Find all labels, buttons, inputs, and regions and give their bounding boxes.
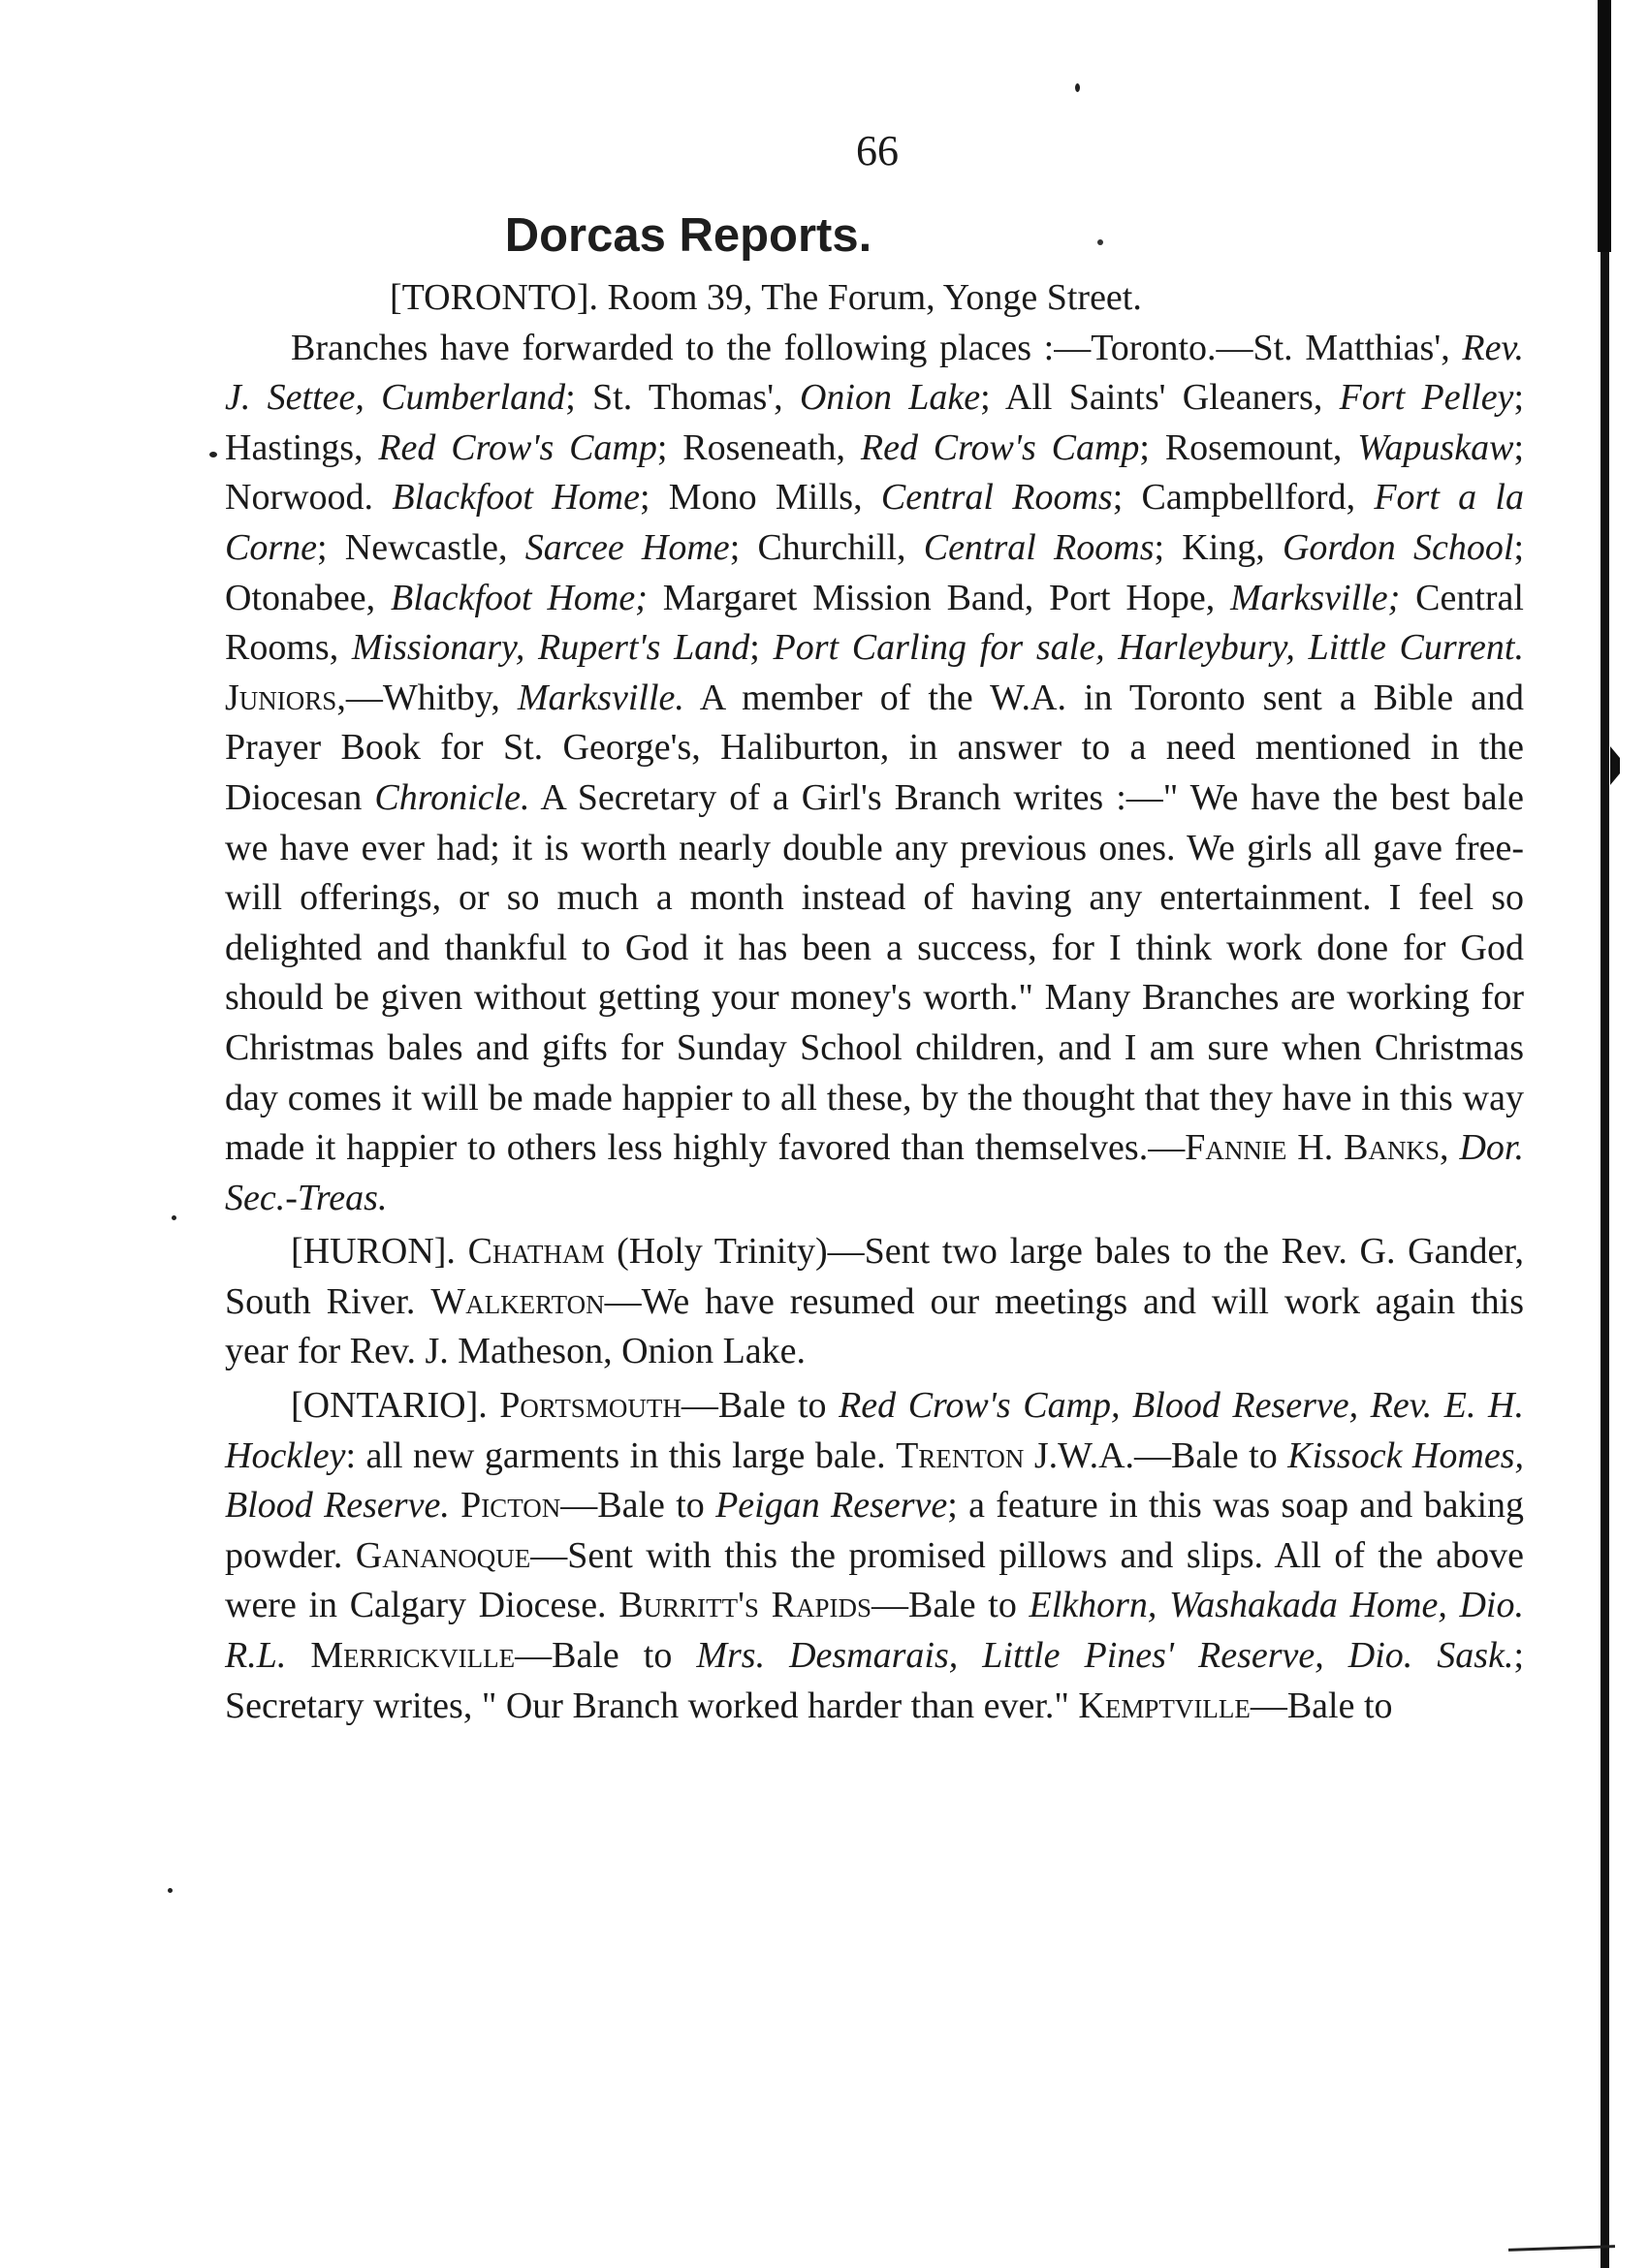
text-run: ; Churchill, [729,526,924,568]
page-title: Dorcas Reports. [504,209,872,262]
text-run: ; King, [1154,526,1283,568]
text-run: , [1440,1127,1460,1169]
text-run: ; Newcastle, [317,526,525,568]
text-run: —We have resumed our meetings and will work again this year for Rev. J. Matheson, Onion Lake. [225,1280,1524,1372]
branch-name: Burritt's Rapids [618,1585,872,1626]
branch-name: Chatham [467,1231,605,1273]
text-run: A Secretary of a Girl's Branch writes :—" We have the best bale we have ever had; it is worth nearly double any previous ones. We girls all gave free-will offerings, or so much a month instead of having any entertainment. I feel so delighted and thankful to God it has been a success, for I think work done for God should be given without getting your money's worth." Many Branches are working for Christmas bales and gifts for Sunday School children, and I am sure when Christmas day comes it will be made happier to all these, by the thought that they have in this way made it happier to others less highly favored than themselves.— [225,776,1524,1169]
branch-name: Merrickville [310,1635,516,1677]
ink-speck [209,452,217,457]
text-run: —Bale to [1250,1685,1393,1726]
place-name: Blackfoot Home [392,477,640,519]
ink-speck [172,1215,176,1220]
place-name: Sarcee Home [524,526,730,568]
text-run: ; Norwood. [225,426,1524,519]
title-dot [1097,239,1103,245]
text-run: Central Rooms, [225,577,1524,669]
text-run: ; Hastings, [225,377,1524,468]
text-run: ; Roseneath, [656,426,861,468]
branch-name: Picton [460,1485,561,1527]
text-run: ; Mono Mills, [639,477,881,519]
place-name: Kissock Homes, Blood Reserve. [225,1434,1524,1527]
text-run: —Bale to [515,1635,697,1677]
text-run [286,1635,310,1676]
text-run: Margaret Mission Band, Port Hope, [647,577,1231,618]
bottom-corner-rule [1508,2245,1615,2252]
page-edge-bar [1600,0,1609,2268]
place-name: Fort a la Corne [225,477,1524,568]
text-run [450,1485,460,1526]
text-run: —Bale to [681,1385,840,1427]
text-run: J.W.A.—Bale to [1024,1434,1288,1476]
report-body [225,273,1524,1731]
text-run: ; Otonabee, [225,526,1525,618]
branch-name: Kemptville [1078,1685,1251,1726]
page-edge-nick [1610,746,1620,785]
toronto-report-paragraph [225,324,1524,1224]
text-run: (Holy Trinity)—Sent two large bales to the Rev. G. Gander, South River. [225,1231,1524,1322]
text-run: ; [749,627,774,669]
ink-speck [168,1888,173,1893]
text-run: —Sent with this the promised pillows and slips. All of the above were in Calgary Diocese. [225,1534,1524,1626]
branch-name: Trenton [896,1434,1025,1476]
branch-name: Walkerton [430,1280,605,1322]
place-name: Missionary, Rupert's Land [351,627,750,669]
text-run: —Bale to [560,1485,716,1527]
publication-name: Chronicle. [374,776,530,818]
text-run: A member of the W.A. in Toronto sent a Bible and Prayer Book for St. George's, Haliburton, in answer to a need mentioned in the Diocesan [225,677,1524,818]
text-run: ; Rosemount, [1139,426,1358,468]
text-run: : all new garments in this large bale. [345,1434,897,1476]
place-name: Fort Pelley [1339,377,1514,419]
toronto-address [225,273,1524,324]
signatory-title: Dor. Sec.-Treas. [225,1127,1525,1218]
branch-name: Gananoque [355,1534,531,1576]
place-name: Port Carling for sale, Harleybury, Little Current. [773,627,1524,669]
place-name: Marksville. [517,677,684,718]
place-name: Elkhorn, Washakada Home, Dio. R.L. [225,1585,1524,1677]
text-run: ; St. Thomas', [565,377,800,419]
text-run: ; All Saints' Gleaners, [980,377,1340,419]
place-name: Red Crow's Camp, Blood Reserve, Rev. E. H. Hockley [225,1385,1524,1476]
diocese-heading-ontario: [ONTARIO]. [291,1385,500,1427]
place-name: Blackfoot Home; [390,577,648,618]
huron-report-paragraph [225,1227,1524,1377]
place-name: Onion Lake [799,377,981,419]
branch-name: Juniors [225,677,337,718]
branch-name: Portsmouth [499,1385,681,1427]
signatory-name: Fannie H. Banks [1185,1127,1441,1169]
place-name: Central Rooms [880,477,1113,519]
diocese-heading-huron: [HURON]. [291,1231,468,1273]
place-name: Marksville; [1230,577,1401,618]
text-run: —Bale to [871,1585,1030,1626]
diocese-heading-toronto: [TORONTO]. [390,277,598,318]
text-run: ; Secretary writes, " Our Branch worked harder than ever." [225,1635,1525,1726]
place-name: Red Crow's Camp [860,426,1140,468]
text-run: ; a feature in this was soap and baking powder. [225,1485,1525,1576]
ink-speck [1075,83,1080,92]
office-location: Room 39, The Forum, Yonge Street. [607,277,1142,318]
place-name: Red Crow's Camp [378,426,657,468]
place-name: Central Rooms [923,526,1155,568]
text-run: ; Campbellford, [1112,477,1375,519]
text-run: Branches have forwarded to the following places :—Toronto.—St. Matthias', [291,327,1463,368]
place-name: Wapuskaw [1357,426,1514,468]
ontario-report-paragraph [225,1381,1524,1731]
page-number: 66 [856,127,899,174]
text-run: ,—Whitby, [336,677,518,718]
place-name: Peigan Reserve [715,1485,948,1527]
place-name: Mrs. Desmarais, Little Pines' Reserve, Dio. Sask. [696,1635,1514,1677]
place-name: Gordon School [1282,526,1514,568]
place-name: Rev. J. Settee, Cumberland [225,327,1524,419]
